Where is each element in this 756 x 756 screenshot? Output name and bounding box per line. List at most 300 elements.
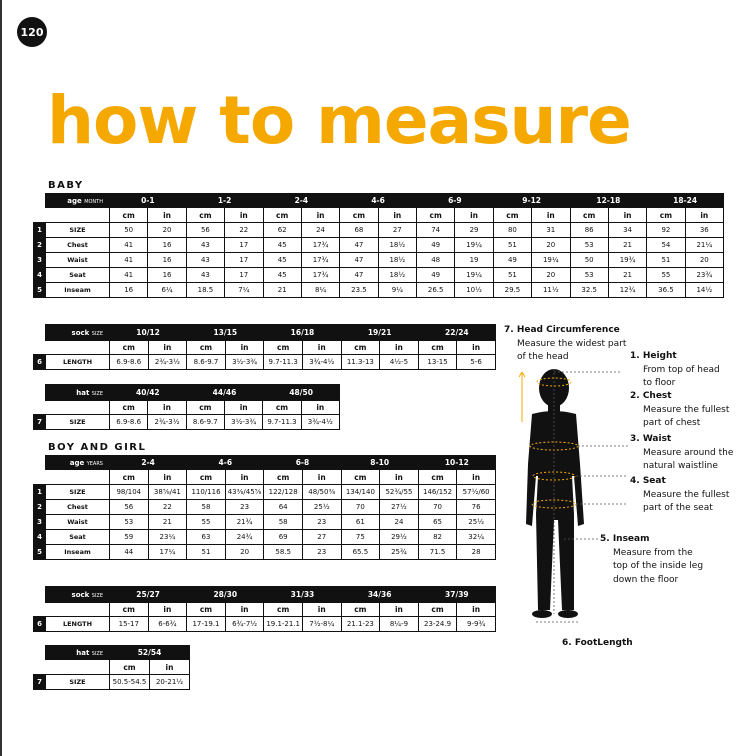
table-cell: 6¼: [148, 283, 186, 298]
annotation-waist-desc-2: natural waistline: [643, 461, 718, 471]
header-row: [34, 587, 496, 603]
blank-cell: [46, 401, 110, 415]
unit-in: in: [455, 208, 493, 223]
unit-in: in: [302, 470, 341, 485]
group-header: 34/36: [341, 587, 418, 603]
table-cell: 86: [570, 223, 608, 238]
table-cell: 29: [455, 223, 493, 238]
annotation-foot: [562, 637, 633, 651]
row-number: 7: [34, 675, 46, 690]
row-label: Seat: [46, 268, 110, 283]
table-cell: 48/50⅜: [302, 485, 341, 500]
header-label: [46, 194, 110, 208]
unit-cm: cm: [493, 208, 531, 223]
table-cell: 32¼: [457, 530, 496, 545]
table-cell: 26.5: [417, 283, 455, 298]
group-header: 13/15: [187, 325, 264, 341]
unit-cm: cm: [341, 470, 380, 485]
annotation-head-desc-2: of the head: [517, 352, 569, 362]
table-row: [34, 530, 496, 545]
unit-in: in: [301, 401, 339, 415]
unit-cm: cm: [570, 208, 608, 223]
unit-in: in: [532, 208, 570, 223]
annotation-foot-title: 6. FootLength: [562, 638, 633, 648]
annotation-chest: [630, 390, 729, 431]
table-cell: 19¼: [455, 268, 493, 283]
table-cell: 23-24.9: [418, 617, 457, 632]
group-header: 18-24: [647, 194, 724, 208]
blank-cell: [46, 603, 110, 617]
header-label-text: age: [69, 458, 85, 467]
table-cell: 47: [340, 238, 378, 253]
unit-cm: cm: [263, 208, 301, 223]
unit-in: in: [457, 470, 496, 485]
table-cell: 48: [417, 253, 455, 268]
table-cell: 2¾-3½: [148, 355, 187, 370]
table-cell: 17¾: [301, 253, 339, 268]
table-cell: 20: [532, 238, 570, 253]
table-cell: 56: [110, 500, 149, 515]
blank-cell: [46, 660, 110, 675]
header-label: [46, 385, 110, 401]
group-header: 28/30: [187, 587, 264, 603]
head-arrow-icon: [519, 372, 525, 422]
table-cell: 43: [186, 238, 224, 253]
blank-cell: [46, 341, 110, 355]
table-cell: 45: [263, 238, 301, 253]
baby-size-table: [33, 193, 724, 298]
table-cell: 62: [263, 223, 301, 238]
table-cell: 3¾-4½: [302, 355, 341, 370]
table-cell: 51: [187, 545, 226, 560]
blank-cell: [46, 470, 110, 485]
table-cell: 45: [263, 268, 301, 283]
row-label: Waist: [46, 253, 110, 268]
table-cell: 23: [302, 515, 341, 530]
table-cell: 122/128: [264, 485, 303, 500]
table-cell: 17: [225, 253, 263, 268]
unit-cm: cm: [110, 603, 149, 617]
table-cell: 20: [148, 223, 186, 238]
table-cell: 65.5: [341, 545, 380, 560]
table-cell: 20-21½: [150, 675, 190, 690]
row-label: Chest: [46, 500, 110, 515]
annotation-inseam-title: 5. Inseam: [600, 534, 650, 544]
unit-cm: cm: [418, 470, 457, 485]
table-cell: 29.5: [493, 283, 531, 298]
table-cell: 23¼: [148, 530, 187, 545]
table-cell: 20: [532, 268, 570, 283]
table-cell: 24: [301, 223, 339, 238]
table-cell: 22: [148, 500, 187, 515]
table-cell: 64: [264, 500, 303, 515]
table-cell: 16: [148, 268, 186, 283]
annotation-seat-title: 4. Seat: [630, 476, 666, 486]
annotation-head-title: 7. Head Circumference: [504, 325, 620, 335]
header-label: [46, 456, 110, 470]
table-cell: 23: [225, 500, 264, 515]
table-cell: 51: [493, 268, 531, 283]
table-cell: 22: [225, 223, 263, 238]
table-cell: 3½-3¾: [225, 355, 264, 370]
table-cell: 59: [110, 530, 149, 545]
table-cell: 21¾: [225, 515, 264, 530]
row-label: LENGTH: [46, 617, 110, 632]
table-cell: 65: [418, 515, 457, 530]
header-label-unit: SIZE: [91, 390, 103, 397]
table-cell: 18½: [378, 253, 416, 268]
table-cell: 19¾: [608, 253, 646, 268]
group-header: 2-4: [110, 456, 187, 470]
table-cell: 36: [685, 223, 723, 238]
table-cell: 57½/60: [457, 485, 496, 500]
row-label: Chest: [46, 238, 110, 253]
annotation-inseam-desc-2: top of the inside leg: [613, 561, 704, 571]
group-header: 9-12: [493, 194, 570, 208]
annotation-height: [630, 350, 720, 391]
table-cell: 7¼: [225, 283, 263, 298]
boy-girl-sock-table: [33, 586, 496, 632]
blank-cell: [34, 470, 46, 485]
boy-girl-section-label: BOY AND GIRL: [48, 442, 147, 453]
table-cell: 47: [340, 268, 378, 283]
header-label-text: sock: [71, 328, 90, 337]
baby-sock-table: [33, 324, 496, 370]
header-row: [34, 194, 724, 208]
row-number: 6: [34, 617, 46, 632]
unit-cm: cm: [647, 208, 685, 223]
table-cell: 21: [608, 268, 646, 283]
table-cell: 18½: [378, 268, 416, 283]
row-label: Seat: [46, 530, 110, 545]
blank-cell: [34, 194, 46, 208]
table-cell: 25¾: [380, 545, 419, 560]
header-label-text: hat: [76, 388, 90, 397]
row-label: SIZE: [46, 485, 110, 500]
table-cell: 55: [647, 268, 685, 283]
table-cell: 74: [417, 223, 455, 238]
header-label-text: sock: [71, 590, 90, 599]
table-cell: 17¾: [301, 238, 339, 253]
table-cell: 28: [457, 545, 496, 560]
row-number: 1: [34, 223, 46, 238]
group-header: 25/27: [110, 587, 187, 603]
unit-in: in: [378, 208, 416, 223]
header-label: [46, 587, 110, 603]
group-header: 4-6: [340, 194, 417, 208]
boy-girl-hat-table: [33, 645, 190, 690]
blank-cell: [34, 341, 46, 355]
unit-cm: cm: [187, 341, 226, 355]
table-row: [34, 355, 496, 370]
table-cell: 4½-5: [380, 355, 419, 370]
table-cell: 69: [264, 530, 303, 545]
table-cell: 20: [225, 545, 264, 560]
unit-in: in: [225, 341, 264, 355]
annotation-waist-desc-1: Measure around the: [643, 447, 734, 458]
unit-in: in: [380, 341, 419, 355]
table-cell: 17: [225, 238, 263, 253]
table-cell: 45: [263, 253, 301, 268]
unit-in: in: [457, 603, 496, 617]
header-label: [46, 646, 110, 660]
annotation-chest-desc-1: Measure the fullest: [643, 404, 730, 415]
unit-row: [34, 603, 496, 617]
row-label: SIZE: [46, 675, 110, 690]
table-cell: 50: [570, 253, 608, 268]
table-cell: 16: [148, 238, 186, 253]
table-cell: 27: [378, 223, 416, 238]
table-row: [34, 545, 496, 560]
table-cell: 49: [417, 268, 455, 283]
table-cell: 43: [186, 253, 224, 268]
table-cell: 11½: [532, 283, 570, 298]
row-label: Inseam: [46, 283, 110, 298]
unit-cm: cm: [264, 603, 303, 617]
unit-cm: cm: [417, 208, 455, 223]
header-label-text: hat: [76, 648, 90, 657]
group-header: 6-9: [417, 194, 494, 208]
unit-in: in: [301, 208, 339, 223]
table-cell: 53: [110, 515, 149, 530]
group-header: 40/42: [110, 385, 187, 401]
table-cell: 2¾-3½: [148, 415, 186, 430]
annotation-seat-desc-1: Measure the fullest: [643, 489, 730, 500]
table-row: [34, 500, 496, 515]
table-cell: 19.1-21.1: [264, 617, 303, 632]
table-cell: 36.5: [647, 283, 685, 298]
table-cell: 9-9¾: [457, 617, 496, 632]
silhouette-body: [526, 369, 584, 618]
annotation-height-title: 1. Height: [630, 351, 677, 361]
unit-cm: cm: [340, 208, 378, 223]
table-cell: 19¼: [455, 238, 493, 253]
table-cell: 58.5: [264, 545, 303, 560]
child-silhouette-figure: [518, 364, 630, 632]
table-cell: 3½-3¾: [224, 415, 262, 430]
unit-cm: cm: [110, 208, 148, 223]
unit-in: in: [380, 603, 419, 617]
table-cell: 110/116: [187, 485, 226, 500]
unit-in: in: [225, 470, 264, 485]
group-header: 52/54: [110, 646, 190, 660]
table-cell: 70: [418, 500, 457, 515]
group-header: 6-8: [264, 456, 341, 470]
table-cell: 44: [110, 545, 149, 560]
group-header: 8-10: [341, 456, 418, 470]
unit-cm: cm: [264, 470, 303, 485]
table-cell: 70: [341, 500, 380, 515]
group-header: 10/12: [110, 325, 187, 341]
header-label-unit: YEARS: [86, 460, 103, 467]
annotation-height-desc-1: From top of head: [643, 364, 720, 375]
table-row: [34, 617, 496, 632]
header-label-text: age: [67, 196, 82, 205]
table-row: [34, 675, 190, 690]
table-cell: 25½: [302, 500, 341, 515]
row-label: Inseam: [46, 545, 110, 560]
unit-cm: cm: [264, 341, 303, 355]
table-cell: 18½: [378, 238, 416, 253]
unit-cm: cm: [341, 603, 380, 617]
unit-in: in: [457, 341, 496, 355]
table-cell: 47: [340, 253, 378, 268]
group-header: 2-4: [263, 194, 340, 208]
unit-in: in: [148, 208, 186, 223]
table-cell: 56: [186, 223, 224, 238]
table-cell: 58: [264, 515, 303, 530]
table-cell: 29½: [380, 530, 419, 545]
header-label: [46, 325, 110, 341]
blank-cell: [34, 587, 46, 603]
table-cell: 8.6-9.7: [186, 415, 224, 430]
table-cell: 80: [493, 223, 531, 238]
unit-cm: cm: [418, 603, 457, 617]
annotation-chest-desc-2: part of chest: [643, 418, 701, 428]
unit-in: in: [148, 470, 187, 485]
unit-row: [34, 401, 340, 415]
group-header: 12-18: [570, 194, 647, 208]
row-label: Waist: [46, 515, 110, 530]
table-cell: 8.6-9.7: [187, 355, 226, 370]
table-cell: 3¾-4½: [301, 415, 339, 430]
group-header: 4-6: [187, 456, 264, 470]
unit-in: in: [380, 470, 419, 485]
header-label-unit: SIZE: [91, 592, 103, 599]
blank-cell: [34, 660, 46, 675]
group-header: 31/33: [264, 587, 341, 603]
table-cell: 17: [225, 268, 263, 283]
unit-cm: cm: [187, 470, 226, 485]
table-cell: 146/152: [418, 485, 457, 500]
row-number: 5: [34, 283, 46, 298]
row-number: 2: [34, 238, 46, 253]
row-number: 4: [34, 268, 46, 283]
page-title: how to measure: [47, 82, 631, 159]
baby-section-label: BABY: [48, 180, 84, 191]
table-cell: 27½: [380, 500, 419, 515]
row-number: 7: [34, 415, 46, 430]
row-number: 3: [34, 515, 46, 530]
table-cell: 21.1-23: [341, 617, 380, 632]
table-cell: 41: [110, 268, 148, 283]
row-number: 4: [34, 530, 46, 545]
table-cell: 24¾: [225, 530, 264, 545]
page-number: 120: [17, 17, 47, 47]
table-cell: 21: [263, 283, 301, 298]
table-row: [34, 485, 496, 500]
table-cell: 34: [608, 223, 646, 238]
group-header: 1-2: [186, 194, 263, 208]
table-cell: 53: [570, 268, 608, 283]
unit-cm: cm: [110, 660, 150, 675]
unit-cm: cm: [186, 401, 224, 415]
blank-cell: [34, 603, 46, 617]
annotation-height-desc-2: to floor: [643, 378, 676, 388]
unit-cm: cm: [263, 401, 301, 415]
row-number: 3: [34, 253, 46, 268]
table-cell: 11.3-13: [341, 355, 380, 370]
table-cell: 71.5: [418, 545, 457, 560]
table-cell: 51: [493, 238, 531, 253]
table-cell: 55: [187, 515, 226, 530]
unit-cm: cm: [110, 401, 148, 415]
table-cell: 41: [110, 238, 148, 253]
unit-cm: cm: [110, 341, 149, 355]
unit-cm: cm: [110, 470, 149, 485]
unit-in: in: [685, 208, 723, 223]
table-cell: 6.9-8.6: [110, 415, 148, 430]
table-cell: 49: [493, 253, 531, 268]
table-cell: 13-15: [418, 355, 457, 370]
header-label-unit: MONTH: [84, 198, 103, 205]
row-label: LENGTH: [46, 355, 110, 370]
table-cell: 10½: [455, 283, 493, 298]
table-row: [34, 268, 724, 283]
unit-in: in: [224, 401, 262, 415]
header-row: [34, 385, 340, 401]
group-header: 22/24: [418, 325, 495, 341]
table-cell: 21: [148, 515, 187, 530]
table-cell: 15-17: [110, 617, 149, 632]
table-cell: 43: [186, 268, 224, 283]
blank-cell: [34, 646, 46, 660]
table-cell: 9.7-11.3: [263, 415, 301, 430]
unit-cm: cm: [186, 208, 224, 223]
table-cell: 19¼: [532, 253, 570, 268]
row-number: 1: [34, 485, 46, 500]
annotation-head: [504, 324, 626, 365]
table-cell: 38⅝/41: [148, 485, 187, 500]
blank-cell: [34, 325, 46, 341]
unit-row: [34, 660, 190, 675]
unit-in: in: [148, 603, 187, 617]
row-number: 6: [34, 355, 46, 370]
table-cell: 12¾: [608, 283, 646, 298]
header-label-unit: SIZE: [91, 330, 103, 337]
row-label: SIZE: [46, 415, 110, 430]
row-label: SIZE: [46, 223, 110, 238]
table-row: [34, 223, 724, 238]
group-header: 44/46: [186, 385, 263, 401]
table-cell: 25½: [457, 515, 496, 530]
table-cell: 82: [418, 530, 457, 545]
table-cell: 23: [302, 545, 341, 560]
blank-cell: [34, 401, 46, 415]
table-cell: 8¼-9: [380, 617, 419, 632]
header-row: [34, 456, 496, 470]
table-cell: 5-6: [457, 355, 496, 370]
group-header: 48/50: [263, 385, 340, 401]
table-cell: 68: [340, 223, 378, 238]
table-cell: 54: [647, 238, 685, 253]
table-row: [34, 415, 340, 430]
group-header: 10-12: [418, 456, 495, 470]
table-cell: 17-19.1: [187, 617, 226, 632]
group-header: 0-1: [110, 194, 187, 208]
table-cell: 92: [647, 223, 685, 238]
annotation-seat: [630, 475, 729, 516]
table-cell: 23¾: [685, 268, 723, 283]
table-cell: 9¼: [378, 283, 416, 298]
table-cell: 16: [148, 253, 186, 268]
table-cell: 6¾-7½: [225, 617, 264, 632]
table-row: [34, 283, 724, 298]
table-cell: 53: [570, 238, 608, 253]
row-number: 5: [34, 545, 46, 560]
annotation-inseam-desc-1: Measure from the: [613, 547, 693, 558]
unit-cm: cm: [418, 341, 457, 355]
